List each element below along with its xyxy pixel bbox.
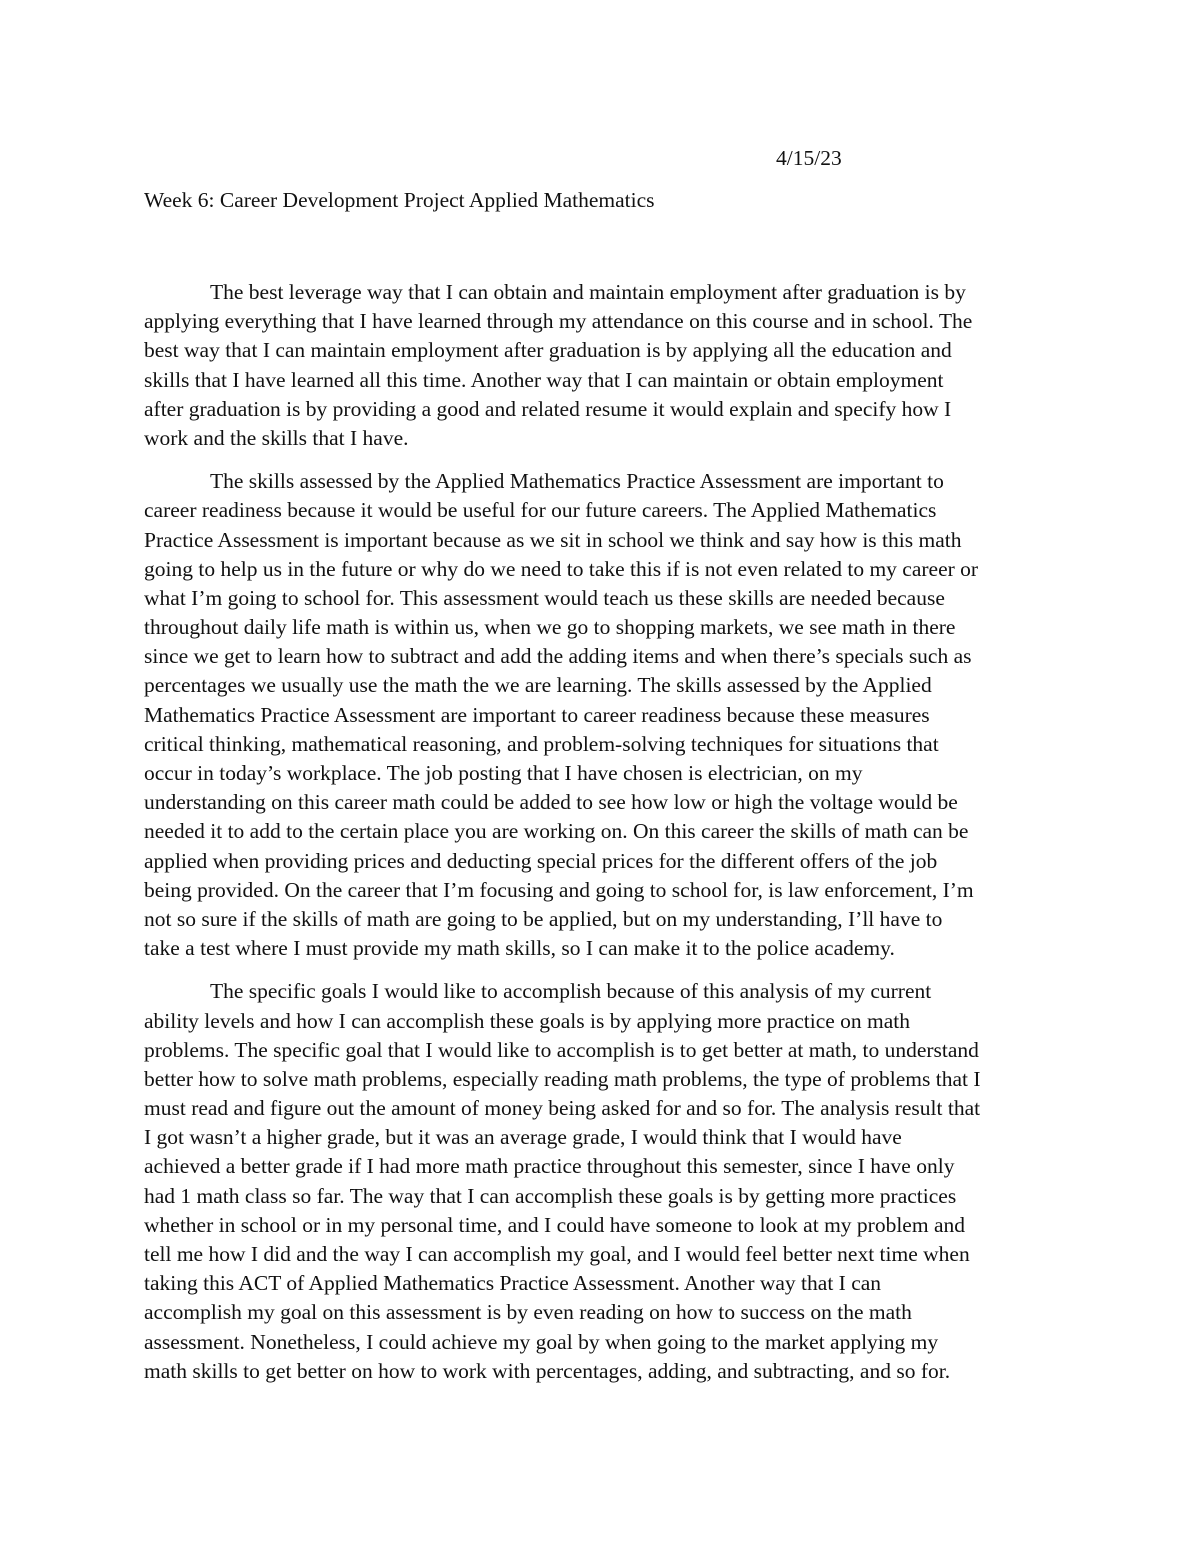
document-date: 4/15/23 (776, 146, 842, 170)
paragraph-line: take a test where I must provide my math skills, so I can make it to the police academy. (144, 936, 895, 961)
paragraph-line: tell me how I did and the way I can accomplish my goal, and I would feel better next time when (144, 1242, 970, 1266)
paragraph-line: since we get to learn how to subtract and add the adding items and when there’s specials such as (144, 644, 972, 669)
paragraph-line: math skills to get better on how to work with percentages, adding, and subtracting, and so for. (144, 1358, 951, 1383)
paragraph-2 (144, 467, 1064, 963)
paragraph-line: applying everything that I have learned through my attendance on this course and in school. The (144, 309, 973, 334)
paragraph-line: after graduation is by providing a good and related resume it would explain and specify how I (144, 396, 952, 421)
paragraph-line: problems. The specific goal that I would like to accomplish is to get better at math, to understand (144, 1037, 979, 1062)
paragraph-line: percentages we usually use the math the we are learning. The skills assessed by the Applied (144, 673, 932, 698)
paragraph-line: being provided. On the career that I’m focusing and going to school for, is law enforcement, I’m (144, 877, 974, 902)
paragraph-line: The specific goals I would like to accomplish because of this analysis of my current (210, 979, 932, 1004)
paragraph-line: needed it to add to the certain place you are working on. On this career the skills of math can be (144, 819, 969, 844)
paragraph-line: Mathematics Practice Assessment are important to career readiness because these measures (144, 702, 930, 727)
document-title: Week 6: Career Development Project Applied Mathematics (144, 188, 655, 212)
paragraph-line: career readiness because it would be useful for our future careers. The Applied Mathematics (144, 498, 937, 523)
paragraph-line: occur in today’s workplace. The job posting that I have chosen is electrician, on my (144, 761, 863, 785)
paragraph-line: work and the skills that I have. (144, 425, 409, 450)
paragraph-line: going to help us in the future or why do we need to take this if is not even related to my career or (144, 556, 979, 581)
paragraph-line: better how to solve math problems, especially reading math problems, the type of problems that I (144, 1066, 981, 1091)
paragraph-line: had 1 math class so far. The way that I can accomplish these goals is by getting more practices (144, 1183, 957, 1208)
paragraph-line: understanding on this career math could be added to see how low or high the voltage would be (144, 790, 958, 815)
paragraph-line: taking this ACT of Applied Mathematics Practice Assessment. Another way that I can (144, 1271, 882, 1296)
paragraph-line: whether in school or in my personal time, and I could have someone to look at my problem and (144, 1212, 965, 1237)
paragraph-line: I got wasn’t a higher grade, but it was an average grade, I would think that I would have (144, 1125, 902, 1150)
paragraph-line: throughout daily life math is within us, when we go to shopping markets, we see math in there (144, 615, 956, 640)
paragraph-line: assessment. Nonetheless, I could achieve my goal by when going to the market applying my (144, 1329, 939, 1354)
paragraph-line: ability levels and how I can accomplish these goals is by applying more practice on math (144, 1008, 911, 1033)
paragraph-line: applied when providing prices and deducting special prices for the different offers of the job (144, 848, 938, 873)
paragraph-line: critical thinking, mathematical reasoning, and problem-solving techniques for situations that (144, 731, 939, 756)
paragraph-line: best way that I can maintain employment after graduation is by applying all the education and (144, 338, 952, 363)
paragraph-line: accomplish my goal on this assessment is by even reading on how to success on the math (144, 1300, 912, 1325)
paragraph-line: The skills assessed by the Applied Mathematics Practice Assessment are important to (210, 469, 944, 494)
paragraph-line: achieved a better grade if I had more math practice throughout this semester, since I have only (144, 1154, 955, 1179)
paragraph-line: what I’m going to school for. This assessment would teach us these skills are needed because (144, 585, 945, 610)
document-body (144, 278, 1064, 1400)
paragraph-line: The best leverage way that I can obtain and maintain employment after graduation is by (210, 280, 966, 304)
paragraph-3 (144, 977, 1064, 1386)
paragraph-line: must read and figure out the amount of money being asked for and so for. The analysis result that (144, 1096, 981, 1121)
paragraph-line: not so sure if the skills of math are going to be applied, but on my understanding, I’ll have to (144, 906, 943, 931)
paragraph-line: skills that I have learned all this time. Another way that I can maintain or obtain employment (144, 367, 944, 392)
paragraph-1 (144, 278, 1064, 453)
paragraph-line: Practice Assessment is important because as we sit in school we think and say how is this math (144, 527, 962, 552)
